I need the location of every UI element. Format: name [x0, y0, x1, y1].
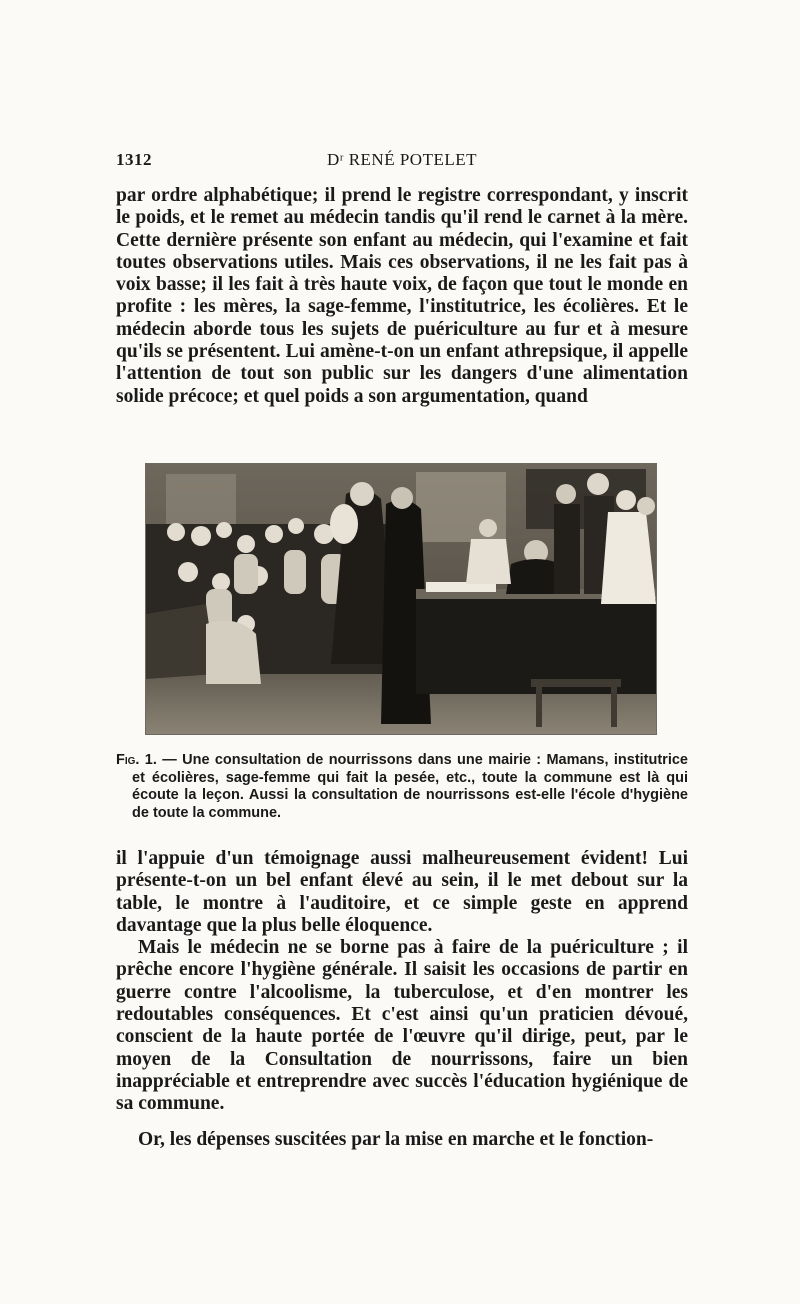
paragraph-continued: par ordre alphabétique; il prend le registre correspondant, y inscrit le poids, et le remet au médecin tandis qu'il rend le carnet à la mère. Cette dernière présente son enfant au médecin, qui l'examine et fait toutes observations utiles. Mais ces observations, il ne les fait pas à voix basse; il les fait à très haute voix, de façon que tout le monde en profite : les mères, la sage-femme, l'institutrice, les écolières. Et le médecin aborde tous les sujets de puériculture au fur et à mesure qu'ils se présentent. Lui amène-t-on un enfant athrepsique, il appelle l'attention de tout son public sur les dangers d'une alimentation solide précoce; et quel poids a son argumentation, quand [116, 185, 688, 407]
paragraph-1: il l'appuie d'un témoignage aussi malheureusement évident! Lui présente-t-on un bel enfant élevé au sein, il le met debout sur la table, le montre à l'auditoire, et ce simple geste en apprend davantage que la plus belle éloquence. [116, 848, 688, 936]
paragraph-2: Mais le médecin ne se borne pas à faire de la puériculture ; il prêche encore l'hygiène générale. Il saisit les occasions de partir en guerre contre l'alcoolisme, la tuberculose, et d'en montrer les redoutables conséquences. Et c'est ainsi qu'un praticien dévoué, conscient de la haute portée de l'œuvre qu'il dirige, peut, par le moyen de la Consultation de nourrissons, faire un bien inappréciable et entreprendre avec succès l'éducation hygiénique de sa commune. [116, 937, 688, 1115]
photograph-consultation [146, 464, 656, 734]
body-text-top [116, 185, 688, 408]
page-number: 1312 [116, 150, 152, 169]
paragraph-3: Or, les dépenses suscitées par la mise en marche et le fonction- [138, 1128, 654, 1150]
figure-caption [116, 752, 688, 822]
running-head-author: Dʳ RENÉ POTELET [326, 150, 477, 169]
figure-caption-text: — Une consultation de nourrissons dans une mairie : Mamans, institutrice et écolières, sage-femme qui fait la pesée, etc., toute la commune est là qui écoute la leçon. Aussi la consultation de nourrissons est-elle l'école d'hygiène de toute la commune. [132, 752, 688, 821]
body-text-bottom [116, 848, 688, 1151]
running-head [116, 150, 688, 172]
figure-label: Fig. 1. [116, 752, 157, 768]
figure-photograph [145, 463, 657, 735]
